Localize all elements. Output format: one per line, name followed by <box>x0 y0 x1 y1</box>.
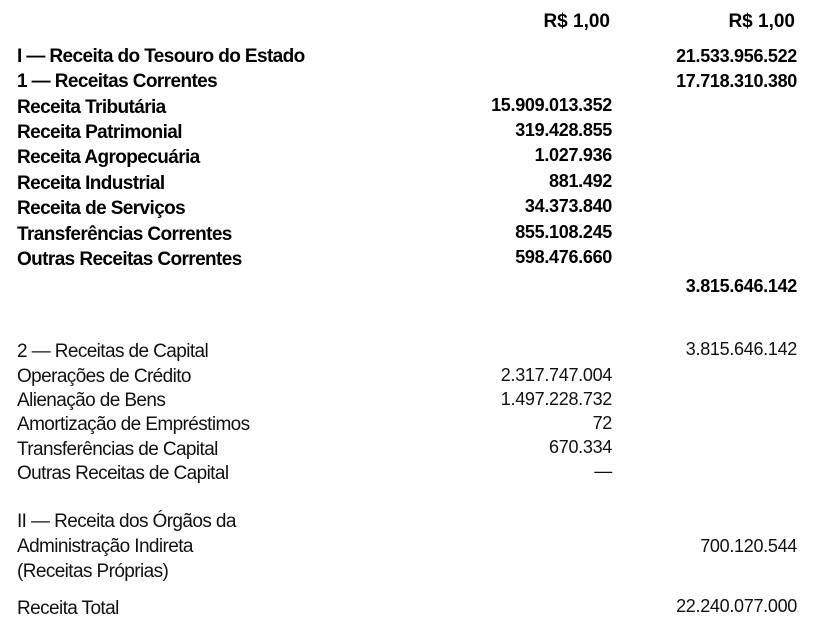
row-label-receitas-proprias: (Receitas Próprias) <box>17 561 169 582</box>
row-label-outras-receitas-correntes: Outras Receitas Correntes <box>17 249 242 270</box>
column-header-mid: R$ 1,00 <box>543 11 610 32</box>
row-total-receitas-correntes: 17.718.310.380 <box>676 71 797 91</box>
row-label-administracao-indireta: Administração Indireta <box>17 536 193 557</box>
row-value-receita-agropecuaria: 1.027.936 <box>534 145 612 165</box>
row-total-administracao-indireta: 700.120.544 <box>700 536 797 556</box>
row-label-receita-tesouro: I — Receita do Tesouro do Estado <box>17 46 305 67</box>
row-total-receita-total: 22.240.077.000 <box>676 596 797 616</box>
row-label-receita-tributaria: Receita Tributária <box>17 97 166 118</box>
row-label-alienacao-bens: Alienação de Bens <box>17 390 166 411</box>
row-value-outras-receitas-capital: — <box>594 461 612 481</box>
row-value-outras-receitas-correntes: 598.476.660 <box>515 247 612 267</box>
row-value-receita-servicos: 34.373.840 <box>524 196 612 216</box>
row-label-transferencias-capital: Transferências de Capital <box>17 439 218 460</box>
row-label-receitas-correntes: 1 — Receitas Correntes <box>17 71 218 92</box>
row-value-amortizacao-emprestimos: 72 <box>592 413 612 433</box>
row-value-receita-industrial: 881.492 <box>549 171 612 191</box>
row-label-receitas-capital: 2 — Receitas de Capital <box>17 341 209 362</box>
row-value-transferencias-capital: 670.334 <box>549 437 612 457</box>
row-label-receita-agropecuaria: Receita Agropecuária <box>17 147 200 168</box>
row-label-transferencias-correntes: Transferências Correntes <box>17 224 232 245</box>
row-total-receita-tesouro: 21.533.956.522 <box>676 46 797 66</box>
row-total-receitas-capital: 3.815.646.142 <box>685 339 797 359</box>
row-label-receita-patrimonial: Receita Patrimonial <box>17 122 182 143</box>
row-label-operacoes-credito: Operações de Crédito <box>17 366 191 387</box>
row-label-orgaos-administracao: II — Receita dos Órgãos da <box>17 511 236 532</box>
row-value-receita-patrimonial: 319.428.855 <box>515 120 612 140</box>
row-value-operacoes-credito: 2.317.747.004 <box>500 365 612 385</box>
row-total-capital-subtotal: 3.815.646.142 <box>685 276 797 296</box>
row-label-outras-receitas-capital: Outras Receitas de Capital <box>17 463 229 484</box>
row-label-receita-total: Receita Total <box>17 598 119 619</box>
row-label-receita-industrial: Receita Industrial <box>17 173 165 194</box>
row-value-receita-tributaria: 15.909.013.352 <box>491 95 612 115</box>
row-label-receita-servicos: Receita de Serviços <box>17 198 186 219</box>
row-label-amortizacao-emprestimos: Amortização de Empréstimos <box>17 414 250 435</box>
row-value-alienacao-bens: 1.497.228.732 <box>500 389 612 409</box>
row-value-transferencias-correntes: 855.108.245 <box>515 222 612 242</box>
column-header-right: R$ 1,00 <box>728 11 795 32</box>
